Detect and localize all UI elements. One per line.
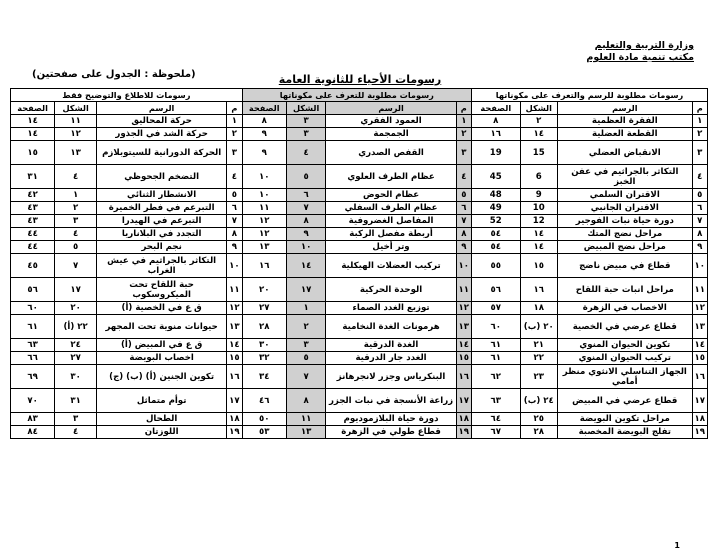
table-row	[11, 141, 708, 165]
figure-number: ٢٢	[520, 352, 557, 365]
drawing-name: القفص الصدري	[326, 141, 456, 165]
figure-number: ١	[286, 302, 326, 315]
drawings-table	[10, 88, 708, 439]
row-number: ٣	[227, 141, 242, 165]
row-number: ١٥	[227, 352, 242, 365]
drawing-name: التجدد في البلاناريا	[97, 228, 227, 241]
figure-number: ٢١	[520, 339, 557, 352]
column-header-page: الصفحة	[472, 102, 521, 115]
row-number: ١٩	[227, 426, 242, 439]
figure-number: ١٧	[55, 278, 97, 302]
drawing-name: دورة حياة نبات الفوجير	[558, 215, 693, 228]
drawing-name: الانشطار الثنائي	[97, 189, 227, 202]
table-row	[11, 278, 708, 302]
figure-number: ١	[55, 189, 97, 202]
figure-number: 15	[520, 141, 557, 165]
figure-number: ٣	[55, 413, 97, 426]
drawing-name: أربطة مفصل الركبة	[326, 228, 456, 241]
table-row	[11, 365, 708, 389]
drawing-name: تكوين الجنين (أ) (ب) (ج)	[97, 365, 227, 389]
figure-number: ١٣	[286, 426, 326, 439]
row-number: ١	[692, 115, 707, 128]
drawing-name: التبرعم في فطر الخميرة	[97, 202, 227, 215]
figure-number: ٢٣	[520, 365, 557, 389]
page-number-cell: ١٦	[472, 128, 521, 141]
page-number-cell: ٩	[242, 128, 286, 141]
column-header-m: م	[227, 102, 242, 115]
page-number-cell: 45	[472, 165, 521, 189]
page-number-cell: ١٥	[11, 141, 55, 165]
row-number: ١٥	[456, 352, 471, 365]
figure-number: ٢	[520, 115, 557, 128]
row-number: ٧	[227, 215, 242, 228]
row-number: ٥	[227, 189, 242, 202]
drawing-name: تكوين الحيوان المنوي	[558, 339, 693, 352]
page-number-cell: ٥٦	[472, 278, 521, 302]
row-number: ١٦	[456, 365, 471, 389]
column-header-page: الصفحة	[11, 102, 55, 115]
page-number-cell: ١٣	[242, 241, 286, 254]
row-number: ٥	[456, 189, 471, 202]
drawing-name: الانقباض العضلي	[558, 141, 693, 165]
page-number-cell: ٤٤	[11, 228, 55, 241]
ministry-header	[586, 40, 694, 64]
row-number: ١٩	[456, 426, 471, 439]
drawing-name: زراعة الأنسجة في نبات الجزر	[326, 389, 456, 413]
drawing-name: تفلج البويضة المخصبة	[558, 426, 693, 439]
figure-number: ٤	[55, 228, 97, 241]
column-header-shape: الشكل	[520, 102, 557, 115]
table-row	[11, 115, 708, 128]
figure-number: ٣	[286, 115, 326, 128]
figure-number: ١٢	[55, 128, 97, 141]
drawing-name: الطحال	[97, 413, 227, 426]
figure-number: ٣٠	[55, 365, 97, 389]
drawing-name: الجمجمة	[326, 128, 456, 141]
page-number-cell: ٥٥	[472, 254, 521, 278]
page-number-cell: ٦٠	[11, 302, 55, 315]
group-header-draw: رسومات مطلوبة للرسم والتعرف على مكوناتها	[472, 89, 708, 102]
page-number-cell: ٣٠	[242, 339, 286, 352]
figure-number: ١٤	[520, 228, 557, 241]
row-number: ١٠	[692, 254, 707, 278]
page-number-cell: ٥٦	[11, 278, 55, 302]
row-number: ١٤	[692, 339, 707, 352]
page-number-cell: ٥٧	[472, 302, 521, 315]
drawing-name: اخصاب البويضة	[97, 352, 227, 365]
drawing-name: التبرعم في الهيدرا	[97, 215, 227, 228]
row-number: ١٣	[227, 315, 242, 339]
page-number-cell: ٥٤	[472, 228, 521, 241]
row-number: ١١	[227, 278, 242, 302]
figure-number: ٢٤	[55, 339, 97, 352]
drawing-name: التضخم الجحوظي	[97, 165, 227, 189]
figure-number: 6	[520, 165, 557, 189]
page-number-cell: ٥٤	[472, 241, 521, 254]
row-number: ١٥	[692, 352, 707, 365]
figure-number: ٣	[286, 339, 326, 352]
figure-number: ١٦	[520, 278, 557, 302]
table-row	[11, 165, 708, 189]
page-number-cell: ٨٤	[11, 426, 55, 439]
row-number: ١٠	[456, 254, 471, 278]
drawing-name: حركة المحاليق	[97, 115, 227, 128]
page-number-cell: ١٤	[11, 128, 55, 141]
page-number-cell: ٩	[242, 141, 286, 165]
page-number-cell: ٦١	[472, 339, 521, 352]
figure-number: ٢٥	[520, 413, 557, 426]
page-number-cell: ٤٣	[11, 202, 55, 215]
drawing-name: حيوانات منوية تحت المجهر	[97, 315, 227, 339]
figure-number: ٣١	[55, 389, 97, 413]
drawing-name: هرمونات الغدة النخامية	[326, 315, 456, 339]
table-row	[11, 389, 708, 413]
drawing-name: مراحل نضج المبيض	[558, 241, 693, 254]
page-number-cell: ٨٣	[11, 413, 55, 426]
row-number: ١	[456, 115, 471, 128]
page-number-cell: ٦٣	[11, 339, 55, 352]
row-number: ١٧	[456, 389, 471, 413]
drawing-name: الوحدة الحركية	[326, 278, 456, 302]
document-title: رسومات الأحياء للثانوية العامة	[278, 73, 442, 86]
page-number-cell: ٣٢	[242, 352, 286, 365]
row-number: ١٤	[456, 339, 471, 352]
page-number-cell: ٦٢	[472, 365, 521, 389]
figure-number: ٢	[55, 202, 97, 215]
row-number: ١٠	[227, 254, 242, 278]
page-number-cell: ٣٤	[242, 365, 286, 389]
page-number-cell: ١٤	[11, 115, 55, 128]
figure-number: ٧	[286, 365, 326, 389]
page-number-cell: ٢٠	[242, 278, 286, 302]
drawing-name: التكاثر بالجراثيم في عيش الغراب	[97, 254, 227, 278]
page-number-cell: ٦٦	[11, 352, 55, 365]
figure-number: ١٣	[55, 141, 97, 165]
page-number-cell: 19	[472, 141, 521, 165]
page-number-cell: ٦٧	[472, 426, 521, 439]
figure-number: ٢٨	[520, 426, 557, 439]
figure-number: ١٤	[520, 128, 557, 141]
page-number-cell: ٦٤	[472, 413, 521, 426]
drawing-name: تركيب العضلات الهيكلية	[326, 254, 456, 278]
row-number: ٨	[692, 228, 707, 241]
note: (ملحوظة : الجدول على صفحتين)	[32, 69, 196, 80]
row-number: ١١	[456, 278, 471, 302]
page-number-cell: ١٢	[242, 228, 286, 241]
figure-number: ١٨	[520, 302, 557, 315]
group-header-info: رسومات للاطلاع والتوضيح فقط	[11, 89, 243, 102]
figure-number: ٦	[286, 189, 326, 202]
figure-number: ١١	[286, 413, 326, 426]
figure-number: ٢٠ (ب)	[520, 315, 557, 339]
row-number: ٤	[456, 165, 471, 189]
figure-number: ٤	[286, 141, 326, 165]
page-number-cell: ١٦	[242, 254, 286, 278]
column-header-shape: الشكل	[286, 102, 326, 115]
drawing-name: البنكرياس وجزر لانجرهانز	[326, 365, 456, 389]
page-number-cell: ٢٧	[242, 302, 286, 315]
figure-number: ٨	[286, 389, 326, 413]
page-number: 1	[674, 541, 680, 550]
row-number: ١٣	[456, 315, 471, 339]
drawing-name: عظام الطرف السفلي	[326, 202, 456, 215]
ministry-name: وزارة التربية والتعليم	[594, 40, 694, 51]
figure-number: ٣	[55, 215, 97, 228]
page-number-cell: ١٠	[242, 189, 286, 202]
figure-number: ٧	[286, 202, 326, 215]
table-row	[11, 315, 708, 339]
row-number: ٢	[692, 128, 707, 141]
page-number-cell: ٤٥	[11, 254, 55, 278]
drawing-name: عظام الطرف العلوي	[326, 165, 456, 189]
page-number-cell: ٥٠	[242, 413, 286, 426]
page-number-cell: ٤٣	[11, 215, 55, 228]
figure-number: ٩	[286, 228, 326, 241]
drawing-name: الاخصاب في الزهرة	[558, 302, 693, 315]
page-number-cell: ٧٠	[11, 389, 55, 413]
drawing-name: مراحل تكوين البويضة	[558, 413, 693, 426]
row-number: ١٢	[456, 302, 471, 315]
drawing-name: الحركة الدورانية للسيتوبلازم	[97, 141, 227, 165]
figure-number: ١٤	[286, 254, 326, 278]
row-number: ١٧	[227, 389, 242, 413]
drawing-name: المفاصل الغضروفية	[326, 215, 456, 228]
row-number: ٢	[227, 128, 242, 141]
row-number: ١٨	[456, 413, 471, 426]
drawing-name: الغدد جار الدرقية	[326, 352, 456, 365]
table-row	[11, 426, 708, 439]
figure-number: ٧	[55, 254, 97, 278]
row-number: ٩	[456, 241, 471, 254]
drawing-name: مراحل انبات حبة اللقاح	[558, 278, 693, 302]
page-number-cell: ١١	[242, 202, 286, 215]
page-number-cell: ٥٣	[242, 426, 286, 439]
row-number: ١٩	[692, 426, 707, 439]
figure-number: ١٧	[286, 278, 326, 302]
drawing-name: الاقتران الجانبي	[558, 202, 693, 215]
table-row	[11, 302, 708, 315]
drawing-name: الغدة الدرقية	[326, 339, 456, 352]
row-number: ٦	[456, 202, 471, 215]
page-number-cell: 48	[472, 189, 521, 202]
page-number-cell: ٦٠	[472, 315, 521, 339]
row-number: ٦	[227, 202, 242, 215]
row-number: ١٦	[227, 365, 242, 389]
page-number-cell: ٦٣	[472, 389, 521, 413]
row-number: ٩	[227, 241, 242, 254]
row-number: ١٣	[692, 315, 707, 339]
figure-number: ٢٤ (ب)	[520, 389, 557, 413]
drawing-name: القطعة العضلية	[558, 128, 693, 141]
figure-number: 12	[520, 215, 557, 228]
drawing-name: مراحل نضج المتك	[558, 228, 693, 241]
row-number: ٥	[692, 189, 707, 202]
drawing-name: قطاع عرضي في المبيض	[558, 389, 693, 413]
page-number-cell: ٤٤	[11, 241, 55, 254]
drawing-name: قطاع عرضي في الخصية	[558, 315, 693, 339]
page-number-cell: ٣١	[11, 165, 55, 189]
drawing-name: العمود الفقري	[326, 115, 456, 128]
center-name: مكتب تنمية مادة العلوم	[586, 52, 694, 63]
page-number-cell: ٦١	[11, 315, 55, 339]
row-number: ١٨	[227, 413, 242, 426]
group-header-identify: رسومات مطلوبة للتعرف على مكوناتها	[242, 89, 471, 102]
figure-number: ٨	[286, 215, 326, 228]
drawing-name: اللوزتان	[97, 426, 227, 439]
page-number-cell: ١٢	[242, 215, 286, 228]
drawing-name: قطاع في مبيض ناضج	[558, 254, 693, 278]
column-header-shape: الشكل	[55, 102, 97, 115]
column-header-name: الرسم	[326, 102, 456, 115]
table-row	[11, 241, 708, 254]
drawing-name: الفقرة العظمية	[558, 115, 693, 128]
table-row	[11, 128, 708, 141]
row-number: ٣	[456, 141, 471, 165]
row-number: ١٨	[692, 413, 707, 426]
row-number: ١٤	[227, 339, 242, 352]
page-number-cell: ٤٢	[11, 189, 55, 202]
drawing-name: حبة اللقاح تحت الميكروسكوب	[97, 278, 227, 302]
drawing-name: قطاع طولي في الزهرة	[326, 426, 456, 439]
figure-number: ٢٠	[55, 302, 97, 315]
drawing-name: عظام الحوض	[326, 189, 456, 202]
figure-number: ٤	[55, 426, 97, 439]
drawing-name: ق ع في الخصية (أ)	[97, 302, 227, 315]
row-number: ٢	[456, 128, 471, 141]
figure-number: ١٠	[286, 241, 326, 254]
figure-number: ١١	[55, 115, 97, 128]
drawing-name: الجهاز التناسلي الانثوي منظر أمامي	[558, 365, 693, 389]
drawing-name: وتر أخيل	[326, 241, 456, 254]
figure-number: ٢٧	[55, 352, 97, 365]
row-number: ٣	[692, 141, 707, 165]
drawing-name: توزيع الغدد الصماء	[326, 302, 456, 315]
figure-number: 10	[520, 202, 557, 215]
page-number-cell: ٢٨	[242, 315, 286, 339]
drawing-name: حركة الشد في الجذور	[97, 128, 227, 141]
figure-number: ٥	[286, 165, 326, 189]
table-row	[11, 352, 708, 365]
row-number: ١٢	[227, 302, 242, 315]
table-row	[11, 254, 708, 278]
column-header-name: الرسم	[97, 102, 227, 115]
row-number: ٤	[692, 165, 707, 189]
figure-number: ١٤	[520, 241, 557, 254]
row-number: ٨	[456, 228, 471, 241]
row-number: ٩	[692, 241, 707, 254]
row-number: ٨	[227, 228, 242, 241]
page-number-cell: ٤٦	[242, 389, 286, 413]
column-header-name: الرسم	[558, 102, 693, 115]
row-number: ٧	[692, 215, 707, 228]
page-number-cell: ٦١	[472, 352, 521, 365]
table-row	[11, 228, 708, 241]
row-number: ٧	[456, 215, 471, 228]
figure-number: ٥	[286, 352, 326, 365]
table-row	[11, 339, 708, 352]
column-header-m: م	[692, 102, 707, 115]
column-header-m: م	[456, 102, 471, 115]
drawing-name: دورة حياة البلازموديوم	[326, 413, 456, 426]
table-row	[11, 413, 708, 426]
drawing-name: ق ع في المبيض (أ)	[97, 339, 227, 352]
figure-number: ٢٢ (أ)	[55, 315, 97, 339]
drawing-name: توأم متماثل	[97, 389, 227, 413]
figure-number: ٢	[286, 315, 326, 339]
row-number: ١	[227, 115, 242, 128]
column-header-page: الصفحة	[242, 102, 286, 115]
page-number-cell: ٨	[472, 115, 521, 128]
page-number-cell: 52	[472, 215, 521, 228]
row-number: ٤	[227, 165, 242, 189]
row-number: ١١	[692, 278, 707, 302]
table-row	[11, 189, 708, 202]
table-row	[11, 215, 708, 228]
figure-number: ٤	[55, 165, 97, 189]
page-number-cell: ١٠	[242, 165, 286, 189]
table-row	[11, 202, 708, 215]
row-number: ١٧	[692, 389, 707, 413]
figure-number: ١٥	[520, 254, 557, 278]
row-number: ١٢	[692, 302, 707, 315]
row-number: ١٦	[692, 365, 707, 389]
drawing-name: التكاثر بالجراثيم في عفن الخبز	[558, 165, 693, 189]
figure-number: ٥	[55, 241, 97, 254]
row-number: ٦	[692, 202, 707, 215]
page-number-cell: ٦٩	[11, 365, 55, 389]
page-number-cell: 49	[472, 202, 521, 215]
drawing-name: نجم البحر	[97, 241, 227, 254]
page-number-cell: ٨	[242, 115, 286, 128]
figure-number: ٣	[286, 128, 326, 141]
figure-number: 9	[520, 189, 557, 202]
drawing-name: تركيب الحيوان المنوي	[558, 352, 693, 365]
drawing-name: الاقتران السلمي	[558, 189, 693, 202]
